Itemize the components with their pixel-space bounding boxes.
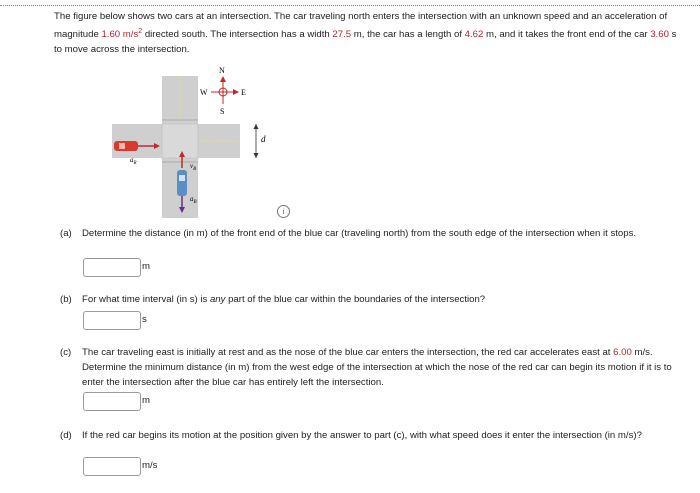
accel-value: 1.60 $m/s^2$ <box>101 28 143 41</box>
length-value: 4.62 <box>464 29 484 41</box>
label-vb: $v_B$ <box>190 162 197 172</box>
question-label: (d) <box>60 430 72 441</box>
unit-b: s <box>142 314 147 325</box>
question-label: (a) <box>60 228 72 239</box>
label-ab: $a_B$ <box>190 195 197 205</box>
answer-a-input[interactable] <box>83 258 141 277</box>
compass-rose <box>200 66 246 116</box>
info-icon[interactable]: i <box>277 205 290 218</box>
intersection-figure <box>110 62 290 222</box>
answer-b-input[interactable] <box>83 311 141 330</box>
question-label: (c) <box>60 347 72 358</box>
time-value: 3.60 <box>650 29 669 41</box>
width-value: 27.5 <box>332 29 352 41</box>
intersection-diagram <box>110 62 290 222</box>
intersection-box <box>162 124 198 158</box>
unit-c: m <box>142 395 150 406</box>
label-d: d <box>261 134 266 144</box>
question-text: Determine the distance (in m) of the front end of the blue car (traveling north) from the south edge of the intersection when it stops. <box>82 228 637 239</box>
unit-d: m/s <box>142 460 158 471</box>
question-text: The car traveling east is initially at rest and as the nose of the blue car enters the intersection, the red car accelerates east at 6.00 m/s. Determine the minimum distance (in m) from the west edge of the intersection at which the nose of the red car can begin its motion if it is to enter the intersection after the blue car has entirely left the intersection. <box>82 347 672 388</box>
question-text: For what time interval (in s) is any part of the blue car within the boundaries of the intersection? <box>82 294 486 305</box>
unit-a: m <box>142 261 150 272</box>
answer-d-input[interactable] <box>83 457 141 476</box>
top-border <box>0 5 700 6</box>
compass-e: E <box>241 88 246 97</box>
problem-statement: The figure below shows two cars at an intersection. The car traveling north enters the intersection with an unknown speed and an acceleration of magnitude 1.60 $m/s^2$ directed south. The intersection has a width 27.5 m, the car has a length of 4.62 m, and it takes the front end of the car 3.60 s to move across the intersection. <box>54 11 677 56</box>
answer-c-input[interactable] <box>83 392 141 411</box>
compass-s: S <box>220 107 225 116</box>
question-label: (b) <box>60 294 72 305</box>
question-text: If the red car begins its motion at the position given by the answer to part (c), with what speed does it enter the intersection (in m/s)? <box>82 430 642 441</box>
label-ar: $a_R$ <box>130 156 137 166</box>
compass-w: W <box>200 88 208 97</box>
compass-n: N <box>219 66 225 75</box>
distance-d-marker <box>254 124 267 158</box>
